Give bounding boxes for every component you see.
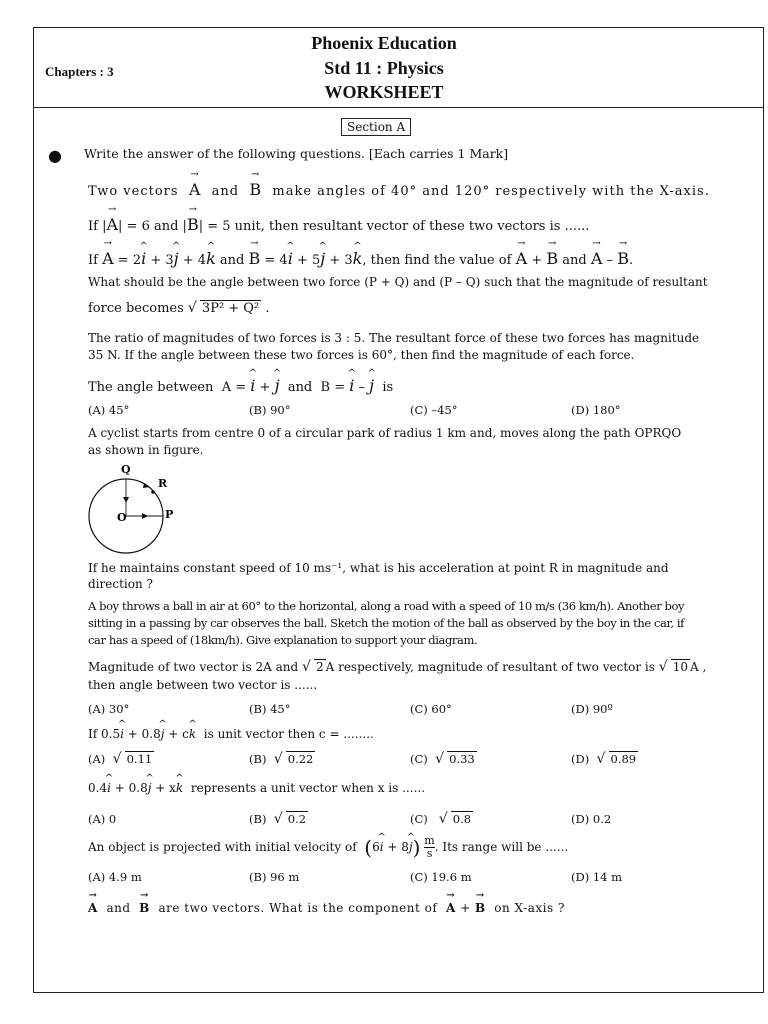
point-r xyxy=(151,490,155,494)
chapters-label: Chapters : 3 xyxy=(45,64,114,79)
section-label: Section A xyxy=(341,118,411,136)
q10-option-d: (D) √ 0.89 xyxy=(571,752,638,766)
q9-option-a: (A) 30° xyxy=(88,702,130,716)
label-r: R xyxy=(158,477,168,490)
doc-type: WORKSHEET xyxy=(324,82,444,102)
instruction: Write the answer of the following questions. [Each carries 1 Mark] xyxy=(84,146,509,161)
vector-b: → B xyxy=(249,180,262,199)
q6-option-c: (C) –45° xyxy=(410,403,458,417)
question-2: If |→ A| = 6 and |→ B| = 5 unit, then resultant vector of these two vectors is ...... xyxy=(88,215,589,234)
q12-option-d: (D) 14 m xyxy=(571,870,623,884)
units-fraction: $\frac{m}{s}$ xyxy=(424,834,435,860)
circular-park-figure xyxy=(80,460,190,565)
question-8-line-2: sitting in a passing by car observes the ball. Sketch the motion of the ball as observed by the boy in the car, if xyxy=(88,616,684,630)
q10-option-a: (A) √ 0.11 xyxy=(88,752,154,766)
radical: √ 3P² + Q² xyxy=(188,301,261,316)
q9-option-c: (C) 60° xyxy=(410,702,452,716)
q6-option-d: (D) 180° xyxy=(571,403,621,417)
label-q: Q xyxy=(121,463,131,476)
question-11: 0.4^ i + 0.8^ j + x^ k represents a unit vector when x is ...... xyxy=(88,781,425,795)
q11-option-a: (A) 0 xyxy=(88,812,117,826)
question-3: If → A = 2^ i + 3^ j + 4^ k and → B = 4^ i + 5^ j + 3^ k, then find the value of → A + → B and → A – → B. xyxy=(88,249,633,268)
header-divider xyxy=(33,107,764,108)
q10-option-b: (B) √ 0.22 xyxy=(249,752,315,766)
question-10: If 0.5^ i + 0.8^ j + c^ k is unit vector then c = ........ xyxy=(88,727,374,741)
question-5-line-1: The ratio of magnitudes of two forces is 3 : 5. The resultant force of these two forces has magnitude xyxy=(88,331,700,345)
question-9-line-1: Magnitude of two vector is 2A and √ 2 A respectively, magnitude of resultant of two vector is √ 10 A , xyxy=(88,660,706,674)
question-5-line-2: 35 N. If the angle between these two forces is 60°, then find the magnitude of each force. xyxy=(88,348,635,362)
question-8-line-1: A boy throws a ball in air at 60° to the horizontal, along a road with a speed of 10 m/s (36 km/h). Another boy xyxy=(88,599,685,613)
question-12: An object is projected with initial velocity of (6^ i + 8^ j) $\frac{m}{s}$. Its range will be ...... xyxy=(88,835,568,860)
question-6: The angle between A = ^ i + ^ j and B = ^ i – ^ j is xyxy=(88,376,393,395)
class-subject: Std 11 : Physics xyxy=(324,58,444,78)
q11-option-d: (D) 0.2 xyxy=(571,812,612,826)
question-4-line-2: force becomes √ 3P² + Q² . xyxy=(88,301,269,316)
q10-option-c: (C) √ 0.33 xyxy=(410,752,477,766)
vector-a: → A xyxy=(189,180,202,199)
bullet-icon: ● xyxy=(48,146,62,165)
question-8-line-3: car has a speed of (18km/h). Give explanation to support your diagram. xyxy=(88,633,478,647)
question-1: Two vectors → A and → B make angles of 40° and 120° respectively with the X-axis. xyxy=(88,180,710,199)
arrow-op-icon xyxy=(142,513,148,519)
q6-option-a: (A) 45° xyxy=(88,403,130,417)
label-o: O xyxy=(117,511,127,524)
q9-option-b: (B) 45° xyxy=(249,702,291,716)
institute-name: Phoenix Education xyxy=(311,33,457,53)
q6-option-b: (B) 90° xyxy=(249,403,291,417)
question-7-line-2: as shown in figure. xyxy=(88,443,204,457)
question-13: → A and → B are two vectors. What is the component of → A + → B on X-axis ? xyxy=(88,901,565,915)
question-9-line-2: then angle between two vector is ...... xyxy=(88,678,318,692)
q12-option-b: (B) 96 m xyxy=(249,870,300,884)
arrow-qo-icon xyxy=(123,497,129,503)
question-7-line-1: A cyclist starts from centre 0 of a circular park of radius 1 km and, moves along the path OPRQO xyxy=(88,426,682,440)
q11-option-c: (C) √ 0.8 xyxy=(410,812,473,826)
q12-option-a: (A) 4.9 m xyxy=(88,870,142,884)
question-7-line-4: direction ? xyxy=(88,577,153,591)
question-4-line-1: What should be the angle between two force (P + Q) and (P – Q) such that the magnitude of resultant xyxy=(88,275,708,289)
question-7-line-3: If he maintains constant speed of 10 ms⁻¹, what is his acceleration at point R in magnitude and xyxy=(88,561,669,575)
q9-option-d: (D) 90º xyxy=(571,702,613,716)
q11-option-b: (B) √ 0.2 xyxy=(249,812,308,826)
label-p: P xyxy=(165,508,174,521)
q12-option-c: (C) 19.6 m xyxy=(410,870,472,884)
